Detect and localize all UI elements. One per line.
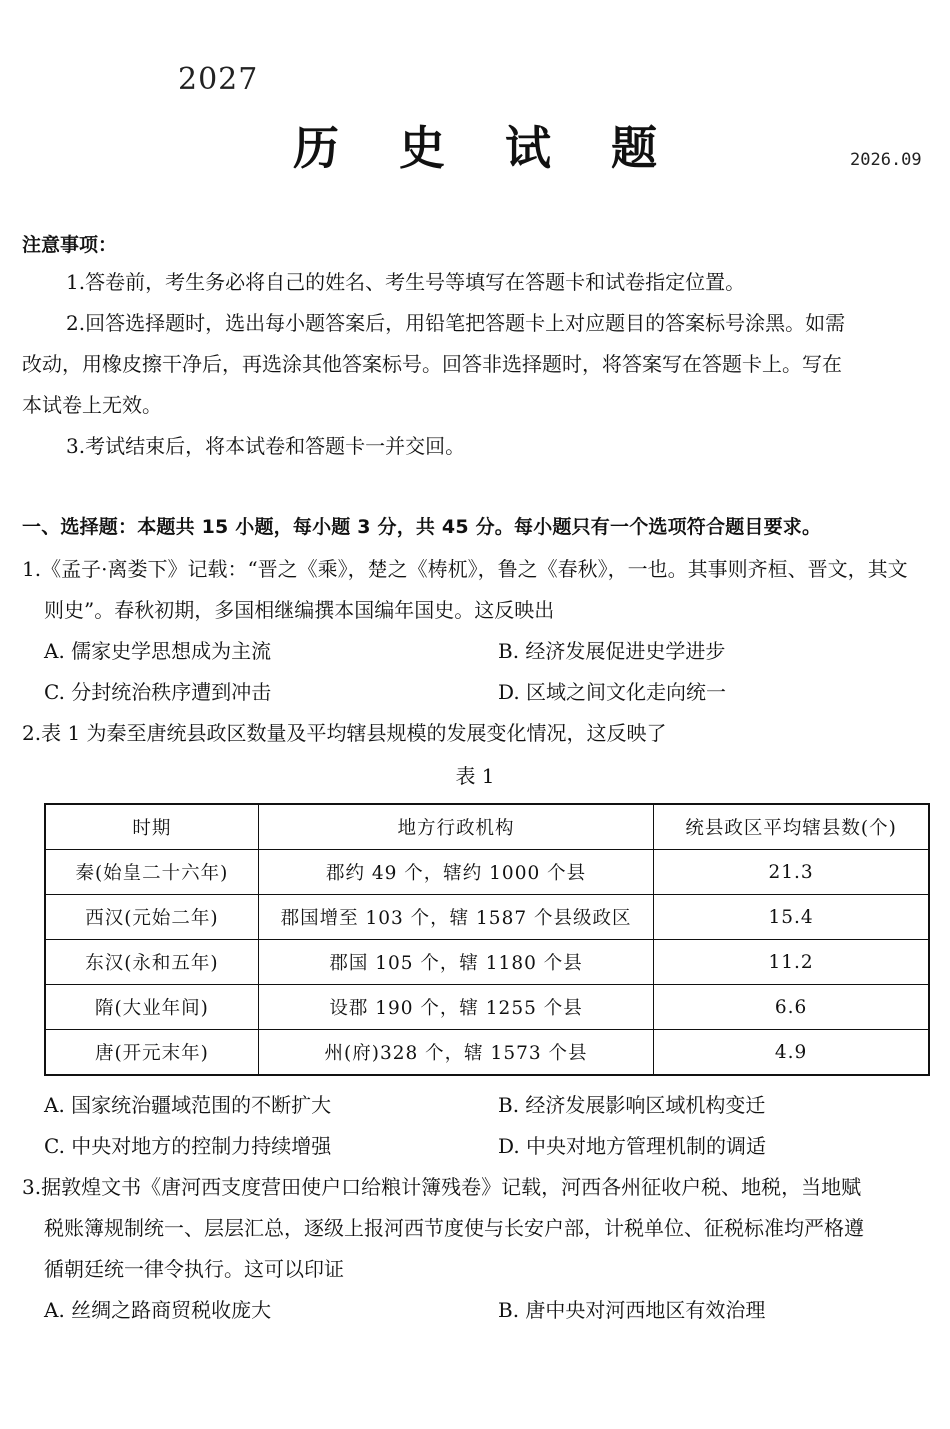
data-table [44,803,930,1076]
table-cell-period: 秦(始皇二十六年) [45,850,258,895]
table-cell-average: 21.3 [654,850,929,895]
table-cell-admin: 州(府)328 个，辖 1573 个县 [258,1030,653,1076]
q2-stem: 2.表 1 为秦至唐统县政区数量及平均辖县规模的发展变化情况，这反映了 [22,721,667,745]
table-cell-period: 东汉(永和五年) [45,940,258,985]
table-header-row [45,804,929,850]
table-row [45,895,929,940]
table-row [45,985,929,1030]
table-cell-admin: 郡国 105 个，辖 1180 个县 [258,940,653,985]
table-cell-period: 西汉(元始二年) [45,895,258,940]
q1-option-d: D. 区域之间文化走向统一 [498,680,727,704]
table-caption: 表 1 [455,764,495,788]
table-row [45,1030,929,1076]
q3-stem-line-1: 3.据敦煌文书《唐河西支度营田使户口给粮计簿残卷》记载，河西各州征收户税、地税，当地赋 [22,1175,862,1199]
table-cell-average: 6.6 [654,985,929,1030]
q3-stem-line-2: 税账簿规制统一、层层汇总，逐级上报河西节度使与长安户部，计税单位、征税标准均严格遵 [44,1216,864,1240]
q1-option-b: B. 经济发展促进史学进步 [498,639,726,663]
table-cell-period: 唐(开元末年) [45,1030,258,1076]
q3-stem-line-3: 循朝廷统一律令执行。这可以印证 [44,1257,344,1281]
table-header-cell: 统县政区平均辖县数(个) [654,804,929,850]
exam-date: 2026.09 [850,150,922,170]
table-header-cell: 地方行政机构 [258,804,653,850]
q2-option-a: A. 国家统治疆域范围的不断扩大 [44,1093,332,1117]
q2-option-d: D. 中央对地方管理机制的调适 [498,1134,767,1158]
notice-item-3: 3.考试结束后，将本试卷和答题卡一并交回。 [66,434,466,458]
notice-item-2-end: 本试卷上无效。 [22,393,162,417]
table-cell-average: 11.2 [654,940,929,985]
q1-stem-line-2: 则史”。春秋初期，多国相继编撰本国编年国史。这反映出 [44,598,555,622]
q1-option-c: C. 分封统治秩序遭到冲击 [44,680,272,704]
notice-item-2-cont: 改动，用橡皮擦干净后，再选涂其他答案标号。回答非选择题时，将答案写在答题卡上。写在 [22,352,842,376]
q2-option-c: C. 中央对地方的控制力持续增强 [44,1134,332,1158]
table-cell-period: 隋(大业年间) [45,985,258,1030]
table-cell-average: 4.9 [654,1030,929,1076]
table-cell-admin: 郡约 49 个，辖约 1000 个县 [258,850,653,895]
notice-title: 注意事项： [22,234,118,256]
q1-option-a: A. 儒家史学思想成为主流 [44,639,272,663]
table-cell-admin: 郡国增至 103 个，辖 1587 个县级政区 [258,895,653,940]
table-row [45,850,929,895]
header-year-mark: 2027 [178,62,259,97]
exam-title: 历 史 试 题 [292,121,680,175]
q3-option-b: B. 唐中央对河西地区有效治理 [498,1298,766,1322]
table-row [45,940,929,985]
table-cell-admin: 设郡 190 个，辖 1255 个县 [258,985,653,1030]
q3-option-a: A. 丝绸之路商贸税收庞大 [44,1298,272,1322]
notice-item-2: 2.回答选择题时，选出每小题答案后，用铅笔把答题卡上对应题目的答案标号涂黑。如需 [66,311,846,335]
notice-item-1: 1.答卷前，考生务必将自己的姓名、考生号等填写在答题卡和试卷指定位置。 [66,270,746,294]
table-header-cell: 时期 [45,804,258,850]
table-cell-average: 15.4 [654,895,929,940]
q2-option-b: B. 经济发展影响区域机构变迁 [498,1093,766,1117]
q1-stem-line-1: 1.《孟子·离娄下》记载：“晋之《乘》，楚之《梼杌》，鲁之《春秋》，一也。其事则齐桓、晋文，其文 [22,557,908,581]
section-title: 一、选择题：本题共 15 小题，每小题 3 分，共 45 分。每小题只有一个选项符合题目要求。 [22,516,822,538]
